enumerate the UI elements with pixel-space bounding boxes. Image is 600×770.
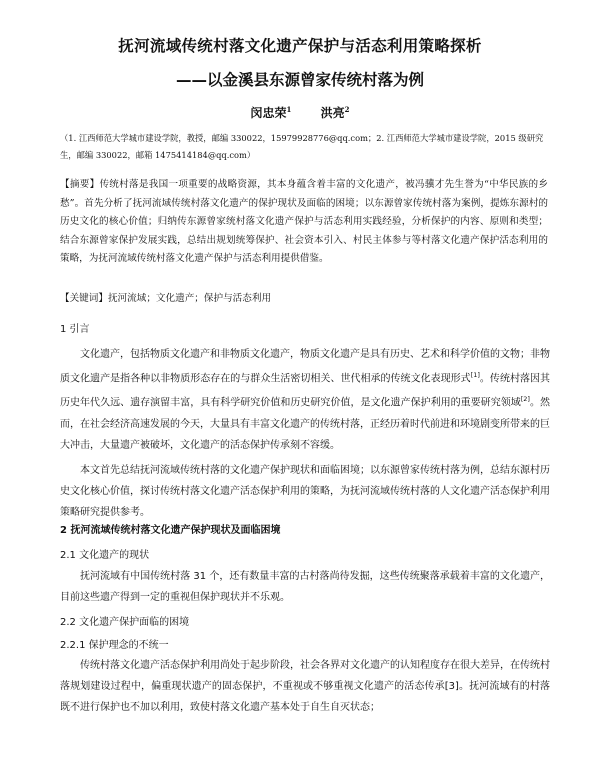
author-name: 闵忠荣 — [250, 106, 287, 120]
body-paragraph: 本文首先总结抚河流域传统村落的文化遗产保护现状和面临困境；以东源曾家传统村落为例，总结东源村历史文化核心价值，探讨传统村落文化遗产活态保护利用的策略，为抚河流域传统村落的人文化遗产活态保护利用策略研究提供参考。 — [60, 465, 550, 518]
paper-subtitle: ——以金溪县东源曾家传统村落为例 — [175, 71, 424, 89]
abstract-text: 传统村落是我国一项重要的战略资源，其本身蕴含着丰富的文化遗产，被冯骥才先生誉为“中华民族的乡愁”。首先分析了抚河流域传统村落文化遗产的保护现状及面临的困境；以东源曾家传统村落为案例，提炼东源村的历史文化的核心价值；归纳传东源曾家统村落文化遗产保护与活态利用实践经验，分析保护的内容、原则和类型；结合东源曾家保护发展实践，总结出规划统筹保护、社会资本引入、村民主体参与等村落文化遗产保护活态利用的策略，为抚河流域传统村落文化遗产保护与活态利用提供借鉴。 — [60, 179, 548, 264]
body-paragraph: 抚河流域有中国传统村落 31 个，还有数量丰富的古村落尚待发掘，这些传统聚落承载着丰富的文化遗产，目前这些遗产得到一定的重视但保护现状并不乐观。 — [60, 571, 550, 603]
abstract — [60, 176, 548, 269]
subsection-heading: 2.1 文化遗产的现状 — [60, 550, 150, 561]
paragraph-text: 。传统村落因其历史年代久远、遗存演留丰富，具有科学研究价值和历史研究价值，是文化遗产保护利用的重要研究领域 — [60, 373, 551, 409]
author-affiliation-mark: 1 — [286, 105, 292, 114]
subsubsection-heading: 2.2.1 保护理念的不统一 — [60, 640, 169, 651]
abstract-label: 【摘要】 — [60, 179, 100, 190]
section-heading: 2 抚河流域传统村落文化遗产保护现状及面临困境 — [60, 525, 281, 536]
keywords-text: 抚河流域；文化遗产；保护与活态利用 — [107, 293, 272, 304]
keywords-label: 【关键词】 — [60, 293, 108, 304]
section-heading: 1 引言 — [60, 324, 90, 335]
keywords — [60, 290, 548, 309]
author-name: 洪亮 — [320, 106, 345, 120]
paper-title: 抚河流域传统村落文化遗产保护与活态利用策略探析 — [118, 37, 482, 55]
paragraph-text: 。然而，在社会经济高速发展的今天，大量具有丰富文化遗产的传统村落，正经历着时代前进和环境剧变所带来的巨大冲击，大量遗产被破坏，文化遗产的活态保护传承刻不容缓。 — [60, 397, 551, 451]
author-affiliation-mark: 2 — [344, 105, 350, 114]
body-paragraph — [60, 344, 550, 456]
citation-ref: [1] — [470, 371, 480, 379]
citation-ref: [2] — [520, 395, 530, 404]
body-paragraph: 传统村落文化遗产活态保护利用尚处于起步阶段，社会各界对文化遗产的认知程度存在很大差异，在传统村落规划建设过程中，偏重现状遗产的固态保护，不重视或不够重视文化遗产的活态传承[3]。抚河流域有的村落既不进行保护也不加以利用，致使村落文化遗产基本处于自生自灭状态； — [60, 660, 550, 713]
subsection-heading: 2.2 文化遗产保护面临的困境 — [60, 617, 190, 628]
paragraph-text: 文化遗产，包括物质文化遗产和非物质文化遗产，物质文化遗产是具有历史、艺术和科学价值的文物；非物质文化遗产是指各种以非物质形态存在的与群众生活密切相关、世代相承的传统文化表现形式 — [60, 349, 550, 385]
author-affiliation: （1. 江西师范大学城市建设学院，教授，邮编 330022，15979928776@qq.com；2. 江西师范大学城市建设学院，2015 级研究生，邮编 330022，邮箱 1475414184@qq.com） — [60, 133, 544, 160]
author-list — [20, 104, 580, 121]
